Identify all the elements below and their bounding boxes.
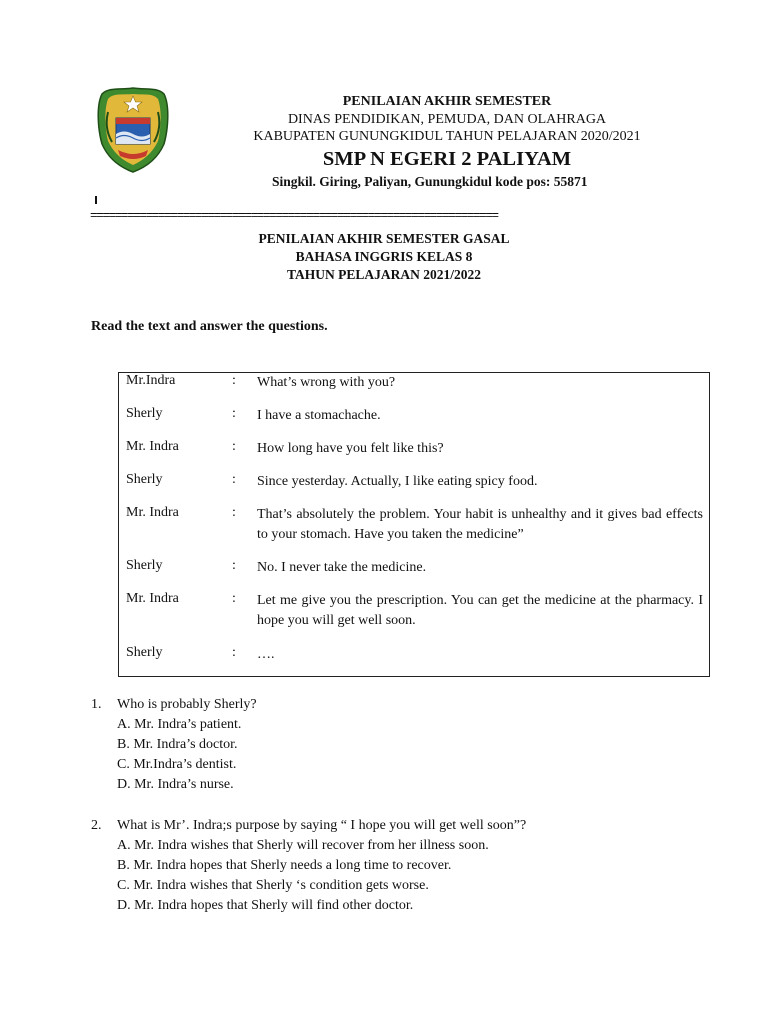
dialog-line: What’s wrong with you?	[257, 375, 396, 390]
dialog-colon: :	[232, 373, 236, 388]
dialog-colon: :	[232, 591, 236, 606]
dialog-colon: :	[232, 558, 236, 573]
dialog-colon: :	[232, 472, 236, 487]
instruction: Read the text and answer the questions.	[91, 319, 328, 334]
dialog-colon: :	[232, 406, 236, 421]
dialog-speaker: Mr.Indra	[126, 373, 176, 388]
answer-option: B. Mr. Indra’s doctor.	[117, 737, 238, 752]
exam-subject: BAHASA INGGRIS KELAS 8	[295, 249, 473, 264]
answer-option: C. Mr. Indra wishes that Sherly ‘s condition gets worse.	[117, 878, 429, 893]
answer-option: C. Mr.Indra’s dentist.	[117, 757, 237, 772]
question-number: 2.	[91, 818, 102, 833]
dialog-line: No. I never take the medicine.	[257, 560, 427, 575]
dialog-line: Let me give you the prescription. You can get the medicine at the pharmacy. I hope you will get well soon.	[257, 593, 703, 628]
dialog-colon: :	[232, 645, 236, 660]
dialog-speaker: Sherly	[126, 406, 163, 421]
answer-option: B. Mr. Indra hopes that Sherly needs a long time to recover.	[117, 858, 452, 873]
dialog-speaker: Mr. Indra	[126, 505, 179, 520]
header-title: PENILAIAN AKHIR SEMESTER	[342, 94, 552, 109]
dialog-speaker: Sherly	[126, 472, 163, 487]
school-address: Singkil. Giring, Paliyan, Gunungkidul kode pos: 55871	[272, 174, 588, 189]
question-number: 1.	[91, 697, 102, 712]
dialog-line: That’s absolutely the problem. Your habit is unhealthy and it gives bad effects to your stomach. Have you taken the medicine”	[257, 507, 703, 542]
dialog-speaker: Mr. Indra	[126, 591, 179, 606]
header-department: DINAS PENDIDIKAN, PEMUDA, DAN OLAHRAGA	[287, 112, 607, 127]
dialog-line: ….	[257, 647, 275, 662]
dialog-speaker: Sherly	[126, 558, 163, 573]
answer-option: A. Mr. Indra wishes that Sherly will recover from her illness soon.	[117, 838, 489, 853]
stray-mark	[95, 196, 97, 204]
answer-option: A. Mr. Indra’s patient.	[117, 717, 242, 732]
answer-option: D. Mr. Indra’s nurse.	[117, 777, 234, 792]
header-regency: KABUPATEN GUNUNGKIDUL TAHUN PELAJARAN 2020/2021	[253, 129, 641, 144]
question-text: What is Mr’. Indra;s purpose by saying “ I hope you will get well soon”?	[117, 818, 527, 833]
dialog-line: Since yesterday. Actually, I like eating spicy food.	[257, 474, 538, 489]
question-text: Who is probably Sherly?	[117, 697, 257, 712]
header-divider: ==================================================================	[90, 209, 498, 223]
exam-title: PENILAIAN AKHIR SEMESTER GASAL	[258, 231, 510, 246]
school-name: SMP N EGERI 2 PALIYAM	[322, 148, 572, 170]
dialog-line: I have a stomachache.	[257, 408, 381, 423]
dialog-speaker: Mr. Indra	[126, 439, 179, 454]
dialog-line: How long have you felt like this?	[257, 441, 444, 456]
dialog-colon: :	[232, 439, 236, 454]
dialog-speaker: Sherly	[126, 645, 163, 660]
dialog-colon: :	[232, 505, 236, 520]
exam-year: TAHUN PELAJARAN 2021/2022	[286, 267, 481, 282]
answer-option: D. Mr. Indra hopes that Sherly will find other doctor.	[117, 898, 414, 913]
